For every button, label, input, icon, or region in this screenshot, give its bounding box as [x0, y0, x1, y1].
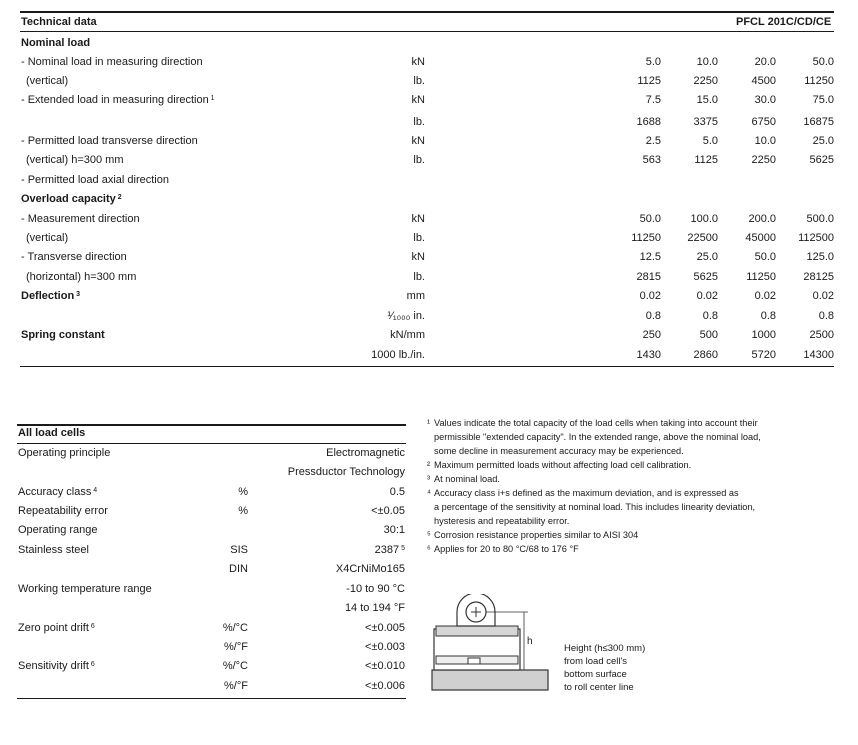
- cell-value: <±0.005: [365, 622, 405, 634]
- row-unit: lb.: [413, 154, 425, 166]
- table-cell: 28125: [803, 271, 834, 283]
- row-label: - Extended load in measuring direction $^1$: [21, 94, 215, 106]
- footnote-text: Accuracy class i+s defined as the maximum deviation, and is expressed as: [434, 488, 739, 498]
- table-bottom-rule: [20, 366, 834, 367]
- table-cell: 563: [642, 154, 661, 166]
- cell-unit: %/°C: [222, 660, 248, 672]
- table-cell: 0.8: [818, 310, 834, 322]
- footnote-mark: ⁴: [427, 488, 431, 498]
- footnote-ref: 6: [88, 623, 95, 630]
- cell-value: 30:1: [383, 524, 405, 536]
- row-label: - Nominal load in measuring direction: [21, 56, 203, 68]
- footnote-ref: 2: [115, 194, 122, 201]
- footnote-text: Applies for 20 to 80 °C/68 to 176 °F: [434, 544, 579, 554]
- table-cell: 45000: [745, 232, 776, 244]
- cell-unit: %: [238, 486, 248, 498]
- table-cell: 0.8: [645, 310, 661, 322]
- caption-line: bottom surface: [564, 669, 627, 680]
- table-cell: 5.0: [645, 56, 661, 68]
- footnote-text: permissible "extended capacity". In the extended range, above the nominal load,: [434, 432, 761, 442]
- caption-line: Height (h≤300 mm): [564, 643, 646, 654]
- footnote-text: Values indicate the total capacity of the load cells when taking into account their: [434, 418, 758, 428]
- table-cell: 5625: [693, 271, 718, 283]
- table-cell: 6750: [751, 116, 776, 128]
- cell-label: Repeatability error: [18, 505, 108, 517]
- load-cell-top: [436, 626, 518, 636]
- footnote-line: [427, 500, 827, 514]
- cell-value: <±0.006: [365, 680, 405, 692]
- row-label: (horizontal) h=300 mm: [26, 271, 137, 283]
- cell-value: 2387 $^5$: [374, 544, 405, 556]
- row-label: (vertical): [26, 232, 69, 244]
- footnote-line: [427, 486, 827, 500]
- table-cell: 125.0: [806, 251, 834, 263]
- row-label: - Transverse direction: [21, 251, 127, 263]
- table-title: Technical data: [21, 16, 97, 28]
- footnote-text: hysteresis and repeatability error.: [434, 516, 570, 526]
- table-cell: 2.5: [645, 135, 661, 147]
- footnote-text: some decline in measurement accuracy may be experienced.: [434, 446, 684, 456]
- table-cell: 11250: [746, 271, 776, 283]
- cell-label: Working temperature range: [18, 583, 152, 595]
- footnote-text: At nominal load.: [434, 474, 500, 484]
- connector: [468, 658, 480, 664]
- cells-bottom-rule: [17, 698, 406, 699]
- row-unit: kN: [411, 213, 425, 225]
- cell-unit: DIN: [229, 563, 248, 575]
- row-label: Nominal load: [21, 37, 91, 49]
- table-cell: 250: [642, 329, 661, 341]
- footnote-ref: 3: [74, 291, 81, 298]
- footnote-ref: 4: [91, 487, 98, 494]
- row-unit: lb.: [413, 271, 425, 283]
- row-label: (vertical) h=300 mm: [26, 154, 124, 166]
- table-cell: 2500: [809, 329, 834, 341]
- footnote-text: a percentage of the sensitivity at nominal load. This includes linearity deviation,: [434, 502, 756, 512]
- table-cell: 30.0: [754, 94, 776, 106]
- table-cell: 14300: [803, 349, 834, 361]
- footnote-line: [427, 458, 827, 472]
- table-cell: 50.0: [812, 56, 834, 68]
- caption-line: from load cell's: [564, 656, 628, 667]
- cell-value: -10 to 90 °C: [346, 583, 405, 595]
- row-label: Overload capacity $^2$: [21, 193, 122, 205]
- table-cell: 50.0: [639, 213, 661, 225]
- h-label: h: [527, 636, 533, 647]
- cell-value: <±0.010: [365, 660, 405, 672]
- table-cell: 1000: [751, 329, 776, 341]
- row-unit: lb.: [413, 75, 425, 87]
- cell-label: Operating range: [18, 524, 98, 536]
- cell-value: Electromagnetic: [326, 447, 405, 459]
- cell-value: 0.5: [389, 486, 405, 498]
- table-cell: 0.8: [760, 310, 776, 322]
- row-label: (vertical): [26, 75, 69, 87]
- footnote-mark: ³: [427, 474, 431, 484]
- table-cell: 12.5: [639, 251, 661, 263]
- cells-title: All load cells: [18, 427, 86, 439]
- table-cell: 1430: [636, 349, 661, 361]
- table-cell: 0.02: [639, 290, 661, 302]
- table-cell: 22500: [687, 232, 718, 244]
- table-cell: 50.0: [754, 251, 776, 263]
- row-unit: ¹⁄₁₀₀₀ in.: [387, 310, 425, 322]
- table-cell: 2250: [751, 154, 776, 166]
- footnote-text: Corrosion resistance properties similar to AISI 304: [434, 530, 639, 540]
- footnote-mark: ⁵: [427, 530, 431, 540]
- table-cell: 15.0: [696, 94, 718, 106]
- row-label: - Permitted load transverse direction: [21, 135, 198, 147]
- table-cell: 25.0: [696, 251, 718, 263]
- row-unit: 1000 lb./in.: [371, 349, 425, 361]
- table-cell: 10.0: [754, 135, 776, 147]
- row-unit: kN: [411, 56, 425, 68]
- footnote-mark: ⁶: [427, 544, 431, 554]
- cell-unit: %/°F: [224, 641, 248, 653]
- caption-line: to roll center line: [564, 682, 634, 693]
- table-cell: 75.0: [812, 94, 834, 106]
- table-cell: 0.02: [812, 290, 834, 302]
- row-unit: kN: [411, 94, 425, 106]
- table-cell: 2860: [693, 349, 718, 361]
- cell-value: Pressductor Technology: [287, 466, 405, 478]
- footnote-text: Maximum permitted loads without affecting load cell calibration.: [434, 460, 692, 470]
- header-rule: [20, 31, 834, 32]
- cell-unit: SIS: [230, 544, 248, 556]
- row-unit: kN: [411, 251, 425, 263]
- cell-label: Stainless steel: [18, 544, 89, 556]
- table-cell: 4500: [751, 75, 776, 87]
- table-cell: 10.0: [696, 56, 718, 68]
- model-name: PFCL 201C/CD/CE: [736, 16, 832, 28]
- row-label: Spring constant: [21, 329, 105, 341]
- footnote-line: [427, 430, 827, 444]
- table-cell: 11250: [631, 232, 661, 244]
- table-cell: 112500: [798, 232, 834, 244]
- row-unit: kN: [411, 135, 425, 147]
- table-cell: 11250: [804, 75, 834, 87]
- row-unit: lb.: [413, 232, 425, 244]
- table-cell: 200.0: [748, 213, 776, 225]
- load-cell-height-diagram: [430, 594, 550, 694]
- table-cell: 3375: [693, 116, 718, 128]
- cell-label: Sensitivity drift $^6$: [18, 660, 95, 672]
- table-cell: 5625: [809, 154, 834, 166]
- cells-top-rule: [17, 424, 406, 426]
- row-label: - Measurement direction: [21, 213, 140, 225]
- cell-value: 14 to 194 °F: [344, 602, 405, 614]
- footnote-line: [427, 416, 827, 430]
- table-cell: 0.02: [696, 290, 718, 302]
- cell-value: <±0.003: [365, 641, 405, 653]
- cell-label: Operating principle: [18, 447, 111, 459]
- cell-label: Accuracy class $^4$: [18, 486, 98, 498]
- footnote-line: [427, 542, 827, 556]
- footnote-mark: ²: [427, 460, 431, 470]
- footnote-ref: 1: [208, 95, 215, 102]
- table-cell: 500: [699, 329, 718, 341]
- row-unit: lb.: [413, 116, 425, 128]
- row-label: - Permitted load axial direction: [21, 174, 169, 186]
- cell-value: X4CrNiMo165: [335, 563, 405, 575]
- cell-unit: %/°F: [224, 680, 248, 692]
- base-plate: [432, 670, 548, 690]
- table-cell: 0.8: [702, 310, 718, 322]
- table-cell: 500.0: [806, 213, 834, 225]
- footnote-line: [427, 444, 827, 458]
- table-cell: 0.02: [754, 290, 776, 302]
- cell-unit: %: [238, 505, 248, 517]
- footnote-mark: ¹: [427, 418, 431, 428]
- table-cell: 1125: [637, 75, 661, 87]
- cell-unit: %/°C: [222, 622, 248, 634]
- cell-value: <±0.05: [371, 505, 405, 517]
- table-cell: 20.0: [754, 56, 776, 68]
- table-cell: 1125: [694, 154, 718, 166]
- table-cell: 1688: [636, 116, 661, 128]
- figure-caption: [564, 642, 645, 694]
- footnote-line: [427, 514, 827, 528]
- row-label: Deflection $^3$: [21, 290, 81, 302]
- table-cell: 5720: [751, 349, 776, 361]
- table-cell: 7.5: [645, 94, 661, 106]
- footnote-line: [427, 528, 827, 542]
- footnote-ref: 5: [399, 545, 405, 552]
- table-cell: 100.0: [690, 213, 718, 225]
- row-unit: mm: [406, 290, 425, 302]
- cells-header-rule: [17, 443, 406, 444]
- top-rule: [20, 11, 834, 13]
- table-cell: 2250: [693, 75, 718, 87]
- footnote-ref: 6: [88, 661, 95, 668]
- table-cell: 2815: [636, 271, 661, 283]
- cell-label: Zero point drift $^6$: [18, 622, 95, 634]
- table-cell: 5.0: [702, 135, 718, 147]
- row-unit: kN/mm: [390, 329, 425, 341]
- footnote-line: [427, 472, 827, 486]
- table-cell: 25.0: [812, 135, 834, 147]
- table-cell: 16875: [803, 116, 834, 128]
